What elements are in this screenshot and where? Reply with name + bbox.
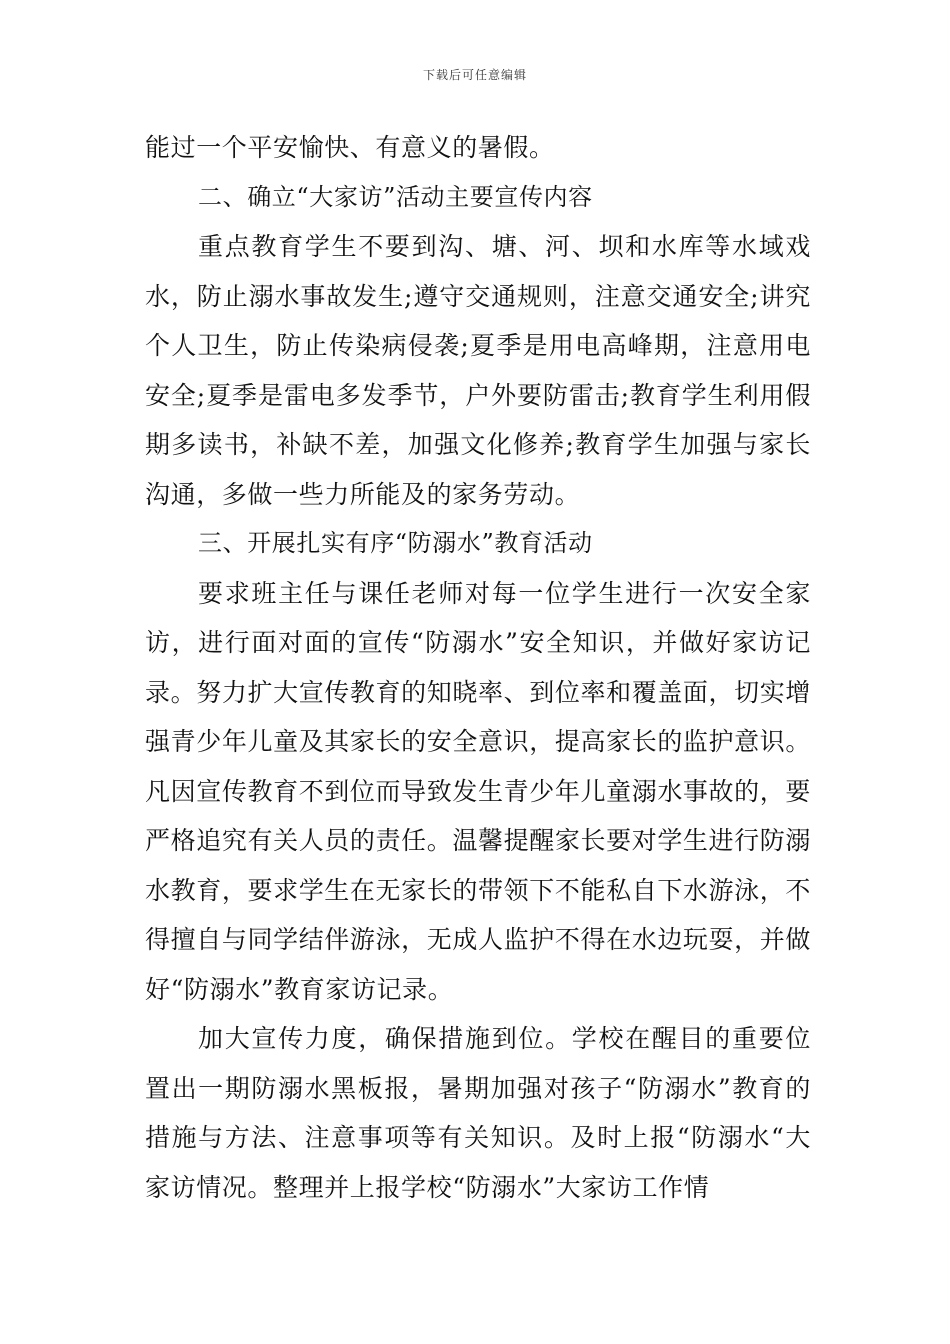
page-header: 下载后可任意编辑 <box>422 68 527 82</box>
section-heading-2: 二、确立“大家访”活动主要宣传内容 <box>198 182 593 211</box>
paragraph-publicity: 加大宣传力度，确保措施到位。学校在醒目的重要位置出一期防溺水黑板报，暑期加强对孩子“防溺水”教育的措施与方法、注意事项等有关知识。及时上报“防溺水“大家访情况。整理并上报学校“防溺水”大家访工作情 <box>145 1024 811 1202</box>
paragraph-content: 重点教育学生不要到沟、塘、河、坝和水库等水域戏水，防止溺水事故发生;遵守交通规则，注意交通安全;讲究个人卫生，防止传染病侵袭;夏季是用电高峰期，注意用电安全;夏季是雷电多发季节，户外要防雷击;教育学生利用假期多读书，补缺不差，加强文化修养;教育学生加强与家长沟通，多做一些力所能及的家务劳动。 <box>145 232 811 509</box>
document-body <box>145 123 811 1212</box>
paragraph-home-visit: 要求班主任与课任老师对每一位学生进行一次安全家访，进行面对面的宣传“防溺水”安全知识，并做好家访记录。努力扩大宣传教育的知晓率、到位率和覆盖面，切实增强青少年儿童及其家长的安全意识，提高家长的监护意识。凡因宣传教育不到位而导致发生青少年儿童溺水事故的，要严格追究有关人员的责任。温馨提醒家长要对学生进行防溺水教育，要求学生在无家长的带领下不能私自下水游泳，不得擅自与同学结伴游泳，无成人监护不得在水边玩耍，并做好“防溺水”教育家访记录。 <box>145 578 811 1004</box>
section-heading-3: 三、开展扎实有序“防溺水”教育活动 <box>198 529 593 557</box>
paragraph-continuation: 能过一个平安愉快、有意义的暑假。 <box>145 133 555 162</box>
